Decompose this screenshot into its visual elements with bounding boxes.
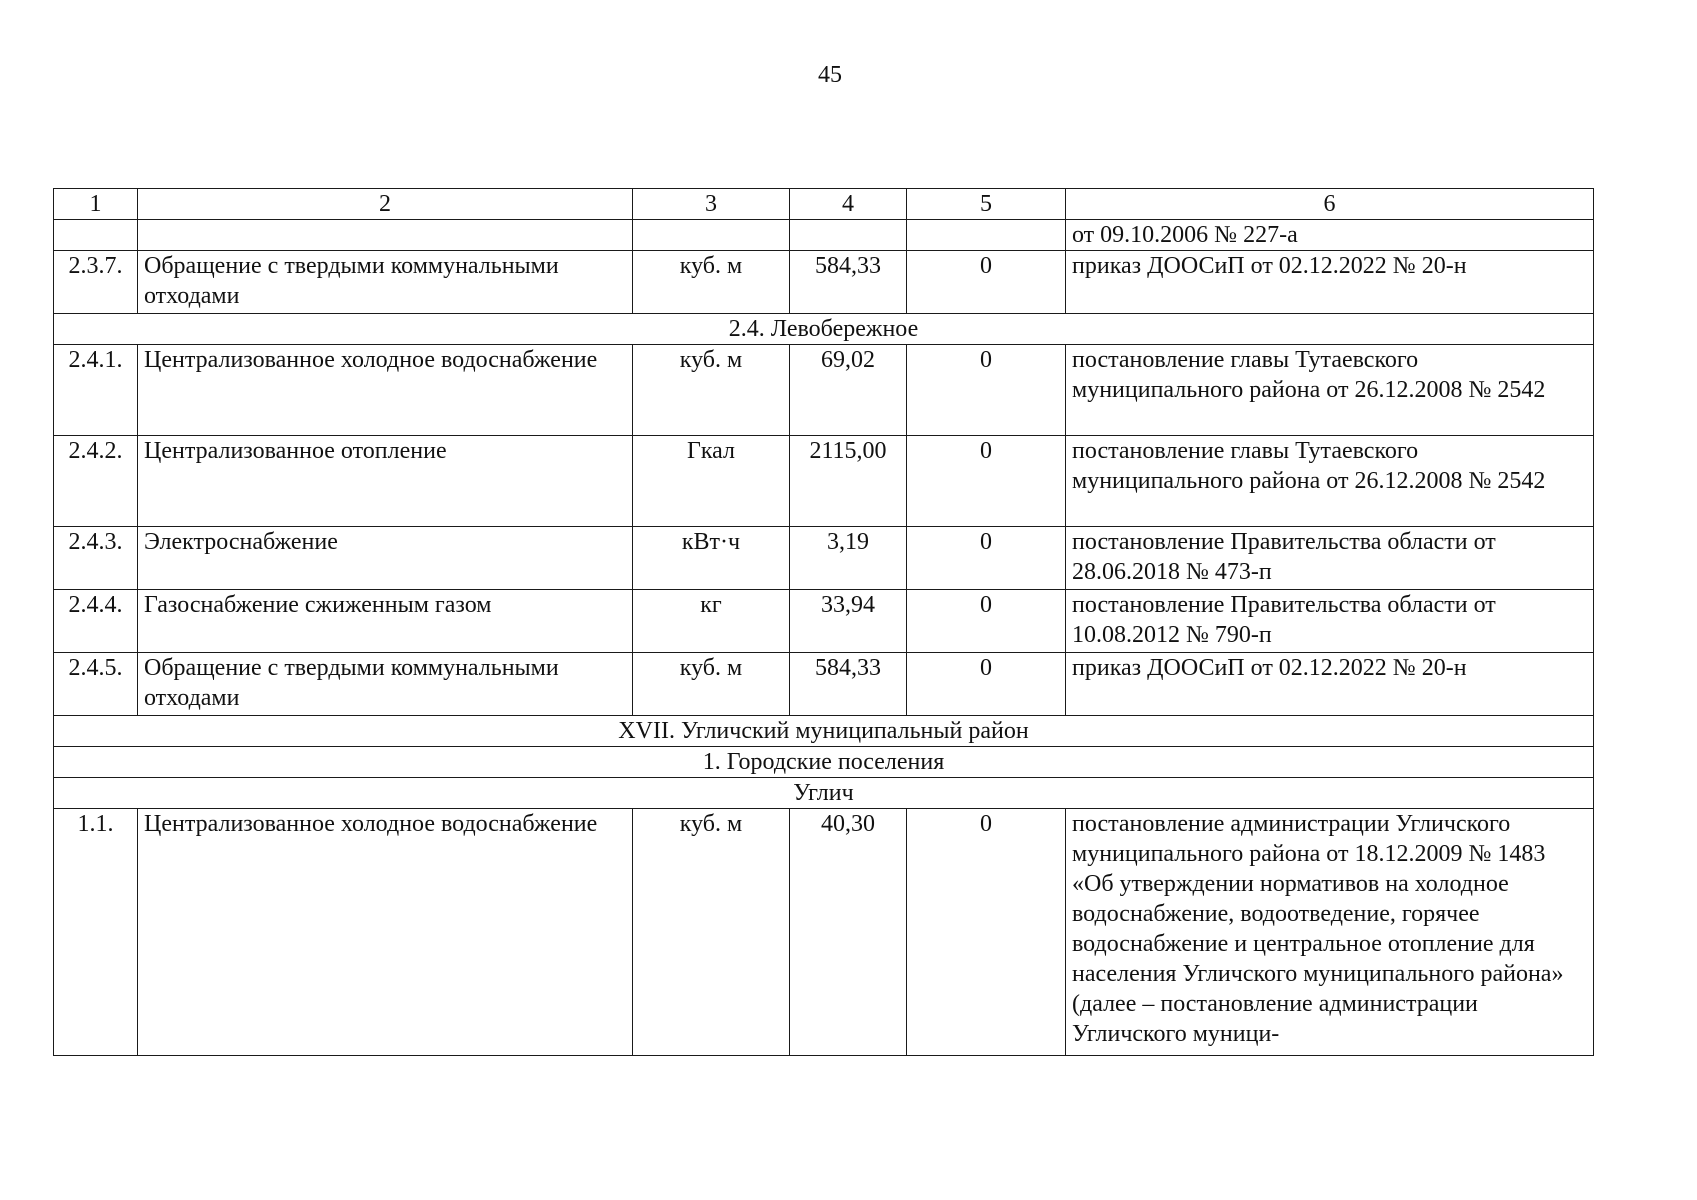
- norm-value: 3,19: [790, 527, 907, 590]
- unit: [633, 220, 790, 251]
- row-number: 2.4.5.: [54, 653, 138, 716]
- legal-basis: постановление главы Тутаевского муниципального района от 26.12.2008 № 2542: [1066, 436, 1594, 527]
- service-name: Централизованное холодное водоснабжение: [138, 809, 633, 1056]
- service-name: [138, 220, 633, 251]
- value-col5: 0: [907, 527, 1066, 590]
- service-name: Обращение с твердыми коммунальными отходами: [138, 251, 633, 314]
- unit: куб. м: [633, 809, 790, 1056]
- norm-value: 2115,00: [790, 436, 907, 527]
- column-header: 5: [907, 189, 1066, 220]
- value-col5: 0: [907, 653, 1066, 716]
- value-col5: [907, 220, 1066, 251]
- page-number: 45: [818, 62, 842, 88]
- section-row: [54, 747, 1594, 778]
- norm-value: 584,33: [790, 653, 907, 716]
- section-row: [54, 314, 1594, 345]
- value-col5: 0: [907, 809, 1066, 1056]
- row-number: [54, 220, 138, 251]
- table-row: [54, 527, 1594, 590]
- table-row: [54, 653, 1594, 716]
- column-header: 2: [138, 189, 633, 220]
- table-row: [54, 345, 1594, 436]
- norm-value: [790, 220, 907, 251]
- row-number: 2.4.1.: [54, 345, 138, 436]
- legal-basis: от 09.10.2006 № 227-а: [1066, 220, 1594, 251]
- column-header: 6: [1066, 189, 1594, 220]
- norm-value: 584,33: [790, 251, 907, 314]
- row-number: 1.1.: [54, 809, 138, 1056]
- column-header: 1: [54, 189, 138, 220]
- legal-basis: постановление Правительства области от 10.08.2012 № 790-п: [1066, 590, 1594, 653]
- value-col5: 0: [907, 436, 1066, 527]
- table-row: [54, 251, 1594, 314]
- table-row: [54, 590, 1594, 653]
- section-title: XVII. Угличский муниципальный район: [54, 716, 1594, 747]
- section-title: 2.4. Левобережное: [54, 314, 1594, 345]
- value-col5: 0: [907, 590, 1066, 653]
- legal-basis: постановление Правительства области от 28.06.2018 № 473-п: [1066, 527, 1594, 590]
- section-row: [54, 778, 1594, 809]
- unit: кг: [633, 590, 790, 653]
- table-row: [54, 436, 1594, 527]
- service-name: Электроснабжение: [138, 527, 633, 590]
- norms-table: [53, 188, 1594, 1056]
- column-header: 4: [790, 189, 907, 220]
- legal-basis: приказ ДООСиП от 02.12.2022 № 20-н: [1066, 251, 1594, 314]
- table-header-row: [54, 189, 1594, 220]
- norm-value: 40,30: [790, 809, 907, 1056]
- unit: куб. м: [633, 653, 790, 716]
- section-title: Углич: [54, 778, 1594, 809]
- service-name: Централизованное отопление: [138, 436, 633, 527]
- row-number: 2.3.7.: [54, 251, 138, 314]
- table-row: [54, 809, 1594, 1056]
- unit: куб. м: [633, 345, 790, 436]
- value-col5: 0: [907, 345, 1066, 436]
- section-row: [54, 716, 1594, 747]
- legal-basis: постановление администрации Угличского муниципального района от 18.12.2009 № 1483 «Об утверждении нормативов на холодное водоснабжение, водоотведение, горячее водоснабжение и центральное отопление для населения Угличского муниципального района» (далее – постановление администрации Угличского муници-: [1066, 809, 1594, 1056]
- norm-value: 69,02: [790, 345, 907, 436]
- unit: кВт·ч: [633, 527, 790, 590]
- unit: куб. м: [633, 251, 790, 314]
- service-name: Централизованное холодное водоснабжение: [138, 345, 633, 436]
- legal-basis: постановление главы Тутаевского муниципального района от 26.12.2008 № 2542: [1066, 345, 1594, 436]
- legal-basis: приказ ДООСиП от 02.12.2022 № 20-н: [1066, 653, 1594, 716]
- service-name: Газоснабжение сжиженным газом: [138, 590, 633, 653]
- norm-value: 33,94: [790, 590, 907, 653]
- service-name: Обращение с твердыми коммунальными отходами: [138, 653, 633, 716]
- row-number: 2.4.4.: [54, 590, 138, 653]
- column-header: 3: [633, 189, 790, 220]
- row-number: 2.4.2.: [54, 436, 138, 527]
- value-col5: 0: [907, 251, 1066, 314]
- section-title: 1. Городские поселения: [54, 747, 1594, 778]
- unit: Гкал: [633, 436, 790, 527]
- row-number: 2.4.3.: [54, 527, 138, 590]
- table-row: [54, 220, 1594, 251]
